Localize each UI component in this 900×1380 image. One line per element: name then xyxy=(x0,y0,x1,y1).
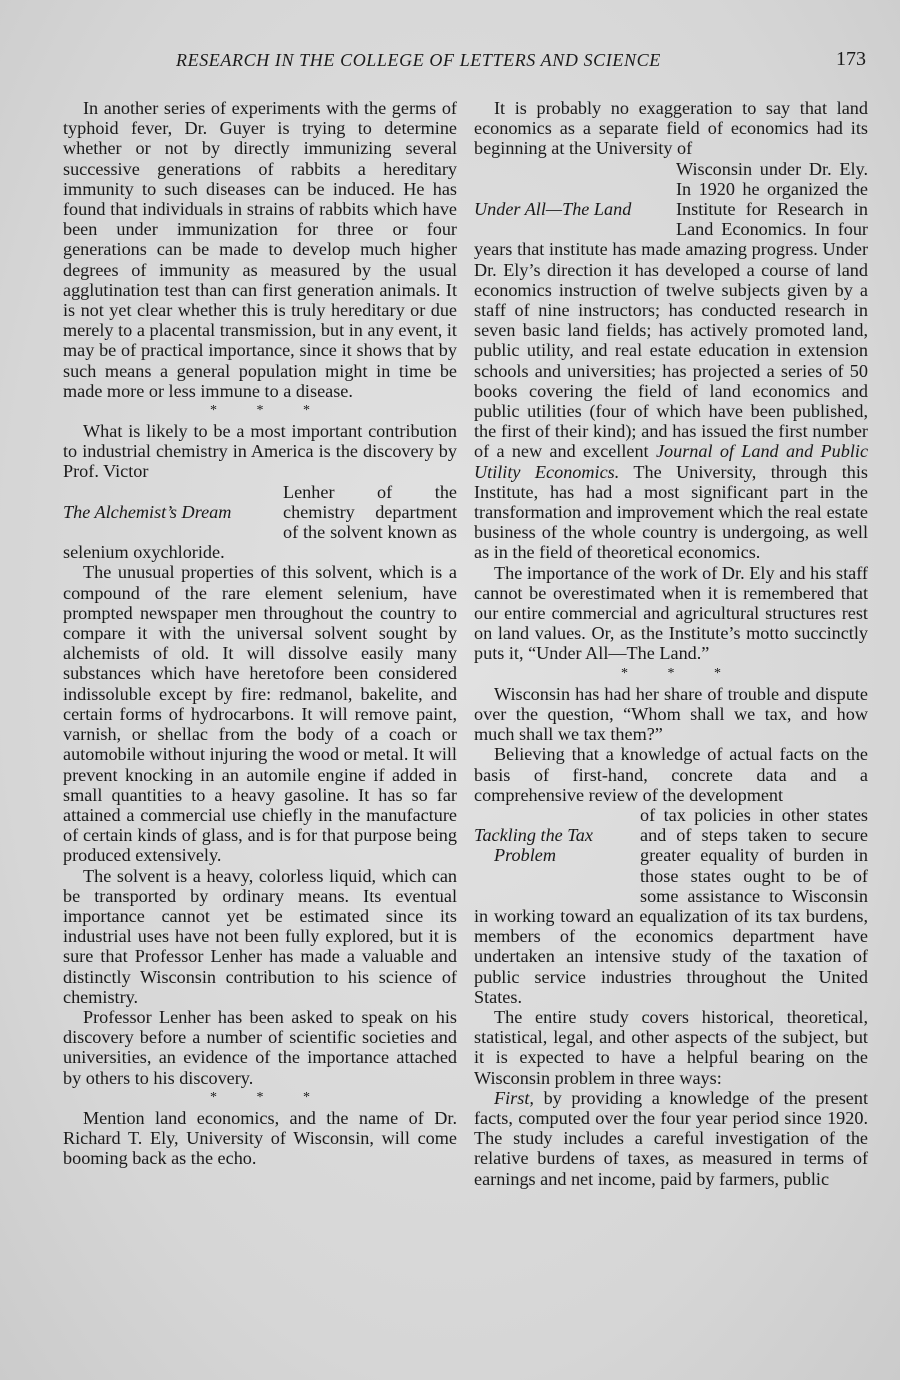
paragraph-solvent-liquid: The solvent is a heavy, colorless liquid, which can be transported by ordinary means. Its eventual importance cannot yet be estimated since its industrial uses have not been fully explored, but it is sure that Professor Lenher has made a valuable and distinctly Wisconsin contribution to his science of chemistry. xyxy=(63,865,457,1007)
section-divider: * * * xyxy=(210,1089,328,1105)
paragraph-ely-institute-text: Wisconsin under Dr. Ely. In 1920 he organized the Institute for Research in Land Economics. In four years that institute has made amazing progress. Under Dr. Ely’s direction it has developed a course of land economics instruction of twelve subjects given by a staff of nine instructors; has conducted research in seven basic land fields; has actively promoted land, public utility, and real estate education in extension schools and universities; has projected a series of 50 books covering the field of land economics and public utilities (four of which have been published, the first of their kind); and has issued the first number of a new and excellent xyxy=(474,158,868,462)
paragraph-first-text: by providing a knowledge of the present facts, computed over the four year period since 1920. The study includes a careful investigation of the relative burdens of taxes, as measured in terms of earnings and net income, paid by farmers, public xyxy=(474,1087,869,1189)
paragraph-tax-study: of tax policies in other states and of steps taken to secure greater equality of burden in those states ought to be of some assistance to Wisconsin in working toward an equalization of its tax burdens, members of the economics department have undertaken an intensive study of the taxation of public service industries throughout the United States. xyxy=(474,804,868,1007)
side-heading-tax-line2: Problem xyxy=(494,845,556,866)
paragraph-lenher-speak: Professor Lenher has been asked to speak on his discovery before a number of scientific societies and universities, an evidence of the importance attached by others to his discovery. xyxy=(63,1006,457,1088)
paragraph-tax-intro: Believing that a knowledge of actual facts on the basis of first-hand, concrete data and a comprehensive review of the development xyxy=(474,744,868,805)
paragraph-ely-intro: It is probably no exaggeration to say that land economics as a separate field of economics had its beginning at the University of xyxy=(474,98,868,159)
page-number: 173 xyxy=(836,48,866,70)
left-column xyxy=(63,98,457,1168)
paragraph-first xyxy=(474,1088,868,1189)
side-heading-tax xyxy=(474,825,630,865)
side-heading-under-all: Under All—The Land xyxy=(474,198,632,219)
paragraph-typhoid: In another series of experiments with the germs of typhoid fever, Dr. Guyer is trying to determine whether or not by directly immunizing several successive generations of rabbits a hereditary immunity to such diseases can be induced. He has found that individuals in strains of rabbits which have been under immunization for three or four generations can be made to develop much higher degrees of immunity as measured by the usual agglutination test than can first generation animals. It is not yet clear whether this is truly hereditary or due merely to a placental transmission, but in any event, it may be of practical importance, since it shows that by such means a general population might in time be made more or less immune to a disease. xyxy=(63,98,457,401)
paragraph-solvent-properties: The unusual properties of this solvent, which is a compound of the rare element selenium, have prompted newspaper men throughout the country to compare it with the universal solvent sought by alchemists of old. It will dissolve easily many substances which have heretofore been considered indissoluble except by fire: redmanol, bakelite, and certain forms of hydrocarbons. It will remove paint, varnish, or shellac from the body of a coach or automobile without injuring the wood or metal. It will prevent knocking in an automile engine if added in small quantities to a heavy gasoline. It has so far attained a commercial use chiefly in the manufacture of certain kinds of glass, and is for that purpose being produced extensively. xyxy=(63,562,457,866)
paragraph-ely-institute-end: The University, through this Institute, has had a most significant part in the transformation and improvement which the real estate business of the whole country is undergoing, as well as in the field of theoretical economics. xyxy=(474,461,869,563)
running-title: RESEARCH IN THE COLLEGE OF LETTERS AND SCIENCE xyxy=(176,50,661,70)
paragraph-land-economics: Mention land economics, and the name of Dr. Richard T. Ely, University of Wisconsin, will come booming back as the echo. xyxy=(63,1107,457,1169)
paragraph-alchemist-intro-text: What is likely to be a most important contribution to industrial chemistry in America is the discovery by Prof. Victor xyxy=(63,421,457,482)
paragraph-study-scope: The entire study covers historical, theoretical, statistical, legal, and other aspects of the subject, but it is expected to have a helpful bearing on the Wisconsin problem in three ways: xyxy=(474,1006,868,1088)
paragraph-ely-institute xyxy=(474,159,868,563)
section-divider: * * * xyxy=(621,665,739,681)
side-heading-alchemist: The Alchemist’s Dream xyxy=(63,501,232,522)
page-header xyxy=(176,46,870,76)
paragraph-tax-question: Wisconsin has had her share of trouble and dispute over the question, “Whom shall we tax, and how much shall we tax them?” xyxy=(474,683,868,745)
right-column xyxy=(474,98,868,1189)
side-heading-tax-line1: Tackling the Tax xyxy=(474,824,593,845)
tax-wrap xyxy=(474,805,868,1007)
paragraph-alchemist-cont: Lenher of the chemistry department of the solvent known as selenium oxychloride. xyxy=(63,481,457,563)
ely-wrap xyxy=(474,159,868,563)
paragraph-ely-importance: The importance of the work of Dr. Ely and his staff cannot be overestimated when it is remembered that our entire commercial and agricultural structures rest on land values. Or, as the Institute’s motto succinctly puts it, “Under All—The Land.” xyxy=(474,562,868,664)
alchemist-wrap xyxy=(63,482,457,563)
first-label: First, xyxy=(494,1087,534,1108)
paragraph-alchemist-intro xyxy=(63,421,457,482)
journal-title: Journal of Land and Public Utility Economics. xyxy=(474,441,869,482)
section-divider: * * * xyxy=(210,403,328,419)
